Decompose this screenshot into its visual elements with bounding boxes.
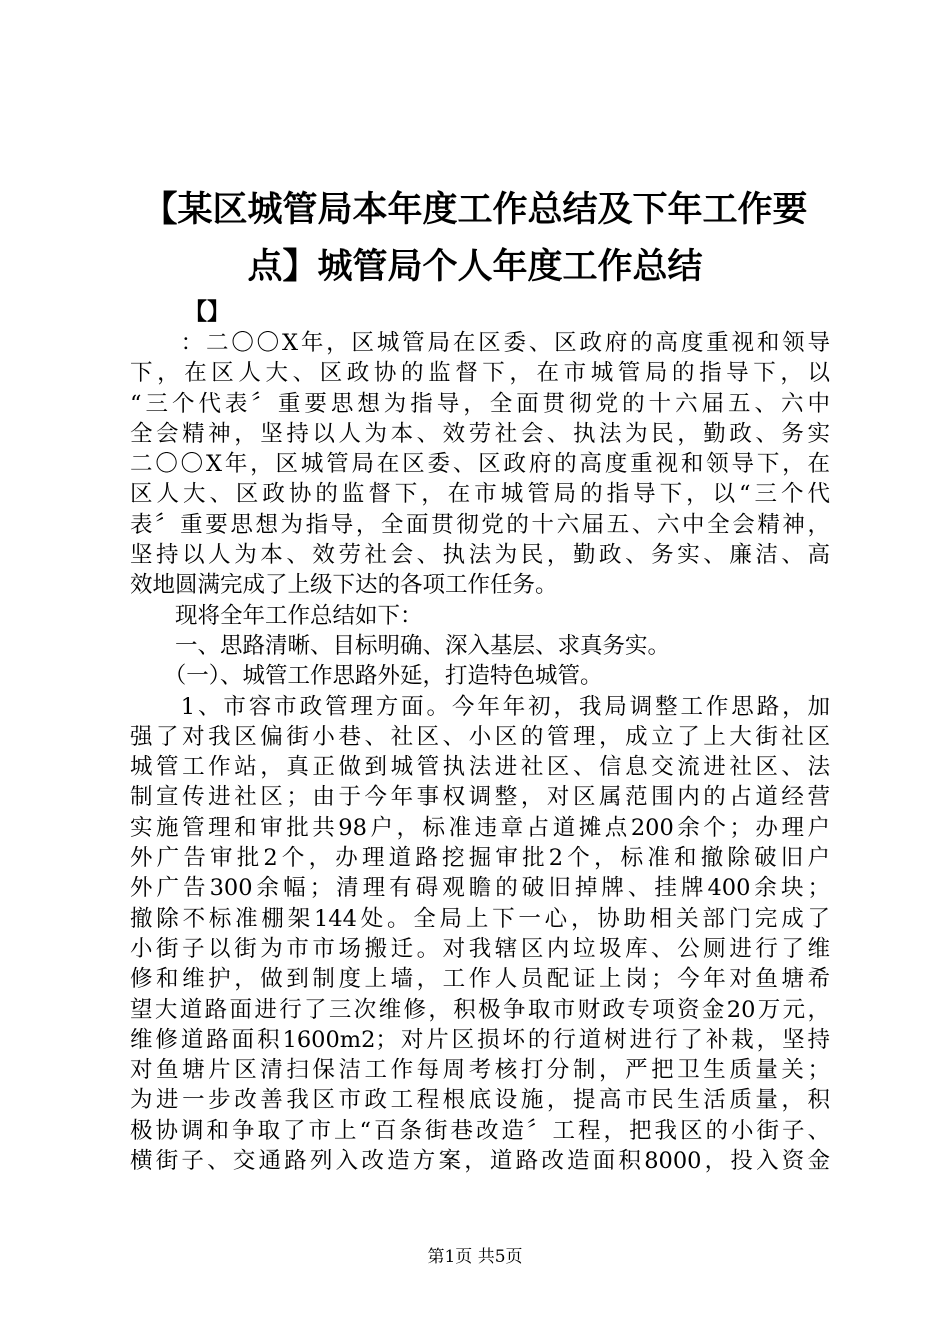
- body-line: 为进一步改善我区市政工程根底设施，提高市民生活质量，积: [130, 1087, 830, 1114]
- page-footer: 第1页 共5页: [427, 1247, 523, 1267]
- body-line: 撤除不标准棚架144处。全局上下一心，协助相关部门完成了: [130, 905, 830, 932]
- body-line: 强了对我区偏街小巷、社区、小区的管理，成立了上大街社区: [130, 723, 830, 750]
- body-line: 外广告300余幅；清理有碍观瞻的破旧掉牌、挂牌400余块；: [130, 875, 830, 902]
- body-line: 对鱼塘片区清扫保洁工作每周考核打分制，严把卫生质量关；: [130, 1057, 830, 1084]
- body-line: 表〞重要思想为指导，全面贯彻党的十六届五、六中全会精神，: [130, 511, 830, 538]
- body-line: 全会精神，坚持以人为本、效劳社会、执法为民，勤政、务实: [130, 420, 830, 447]
- body-line: 一、思路清晰、目标明确、深入基层、求真务实。: [130, 632, 671, 659]
- body-line: （一）、城管工作思路外延，打造特色城管。: [130, 663, 603, 690]
- body-line: 1、市容市政管理方面。今年年初，我局调整工作思路，加: [130, 693, 830, 720]
- body-line: 外广告审批2个，办理道路挖掘审批2个，标准和撤除破旧户: [130, 845, 830, 872]
- body-line: 城管工作站，真正做到城管执法进社区、信息交流进社区、法: [130, 754, 830, 781]
- body-line: 望大道路面进行了三次维修，积极争取市财政专项资金20万元，: [130, 996, 830, 1023]
- body-line: 二〇〇X年，区城管局在区委、区政府的高度重视和领导下，在: [130, 451, 830, 478]
- body-line: 制宣传进社区；由于今年事权调整，对区属范围内的占道经营: [130, 784, 830, 811]
- body-line: 维修道路面积1600m2；对片区损坏的行道树进行了补栽，坚持: [130, 1026, 830, 1053]
- body-line: “三个代表〞重要思想为指导，全面贯彻党的十六届五、六中: [130, 390, 830, 417]
- body-line: 下，在区人大、区政协的监督下，在市城管局的指导下，以: [130, 360, 830, 387]
- body-line: 区人大、区政协的监督下，在市城管局的指导下，以“三个代: [130, 481, 830, 508]
- bracket-label: 【】: [184, 298, 230, 325]
- body-line: 实施管理和审批共98户，标准违章占道摊点200余个；办理户: [130, 814, 830, 841]
- body-line: 小街子以街为市市场搬迁。对我辖区内垃圾库、公厕进行了维: [130, 935, 830, 962]
- body-line: 极协调和争取了市上“百条街巷改造〞工程，把我区的小街子、: [130, 1117, 830, 1144]
- body-line: 效地圆满完成了上级下达的各项工作任务。: [130, 572, 558, 599]
- document-title-line-2: 点】城管局个人年度工作总结: [247, 246, 703, 287]
- document-body: [130, 328, 830, 1176]
- document-title-line-1: 【某区城管局本年度工作总结及下年工作要: [142, 189, 808, 230]
- body-line: 横街子、交通路列入改造方案，道路改造面积8000，投入资金: [130, 1148, 830, 1175]
- body-line: 现将全年工作总结如下：: [130, 602, 423, 629]
- body-line: ：二〇〇X年，区城管局在区委、区政府的高度重视和领导: [130, 330, 830, 356]
- body-line: 修和维护，做到制度上墙，工作人员配证上岗；今年对鱼塘希: [130, 966, 830, 993]
- body-line: 坚持以人为本、效劳社会、执法为民，勤政、务实、廉洁、高: [130, 542, 830, 569]
